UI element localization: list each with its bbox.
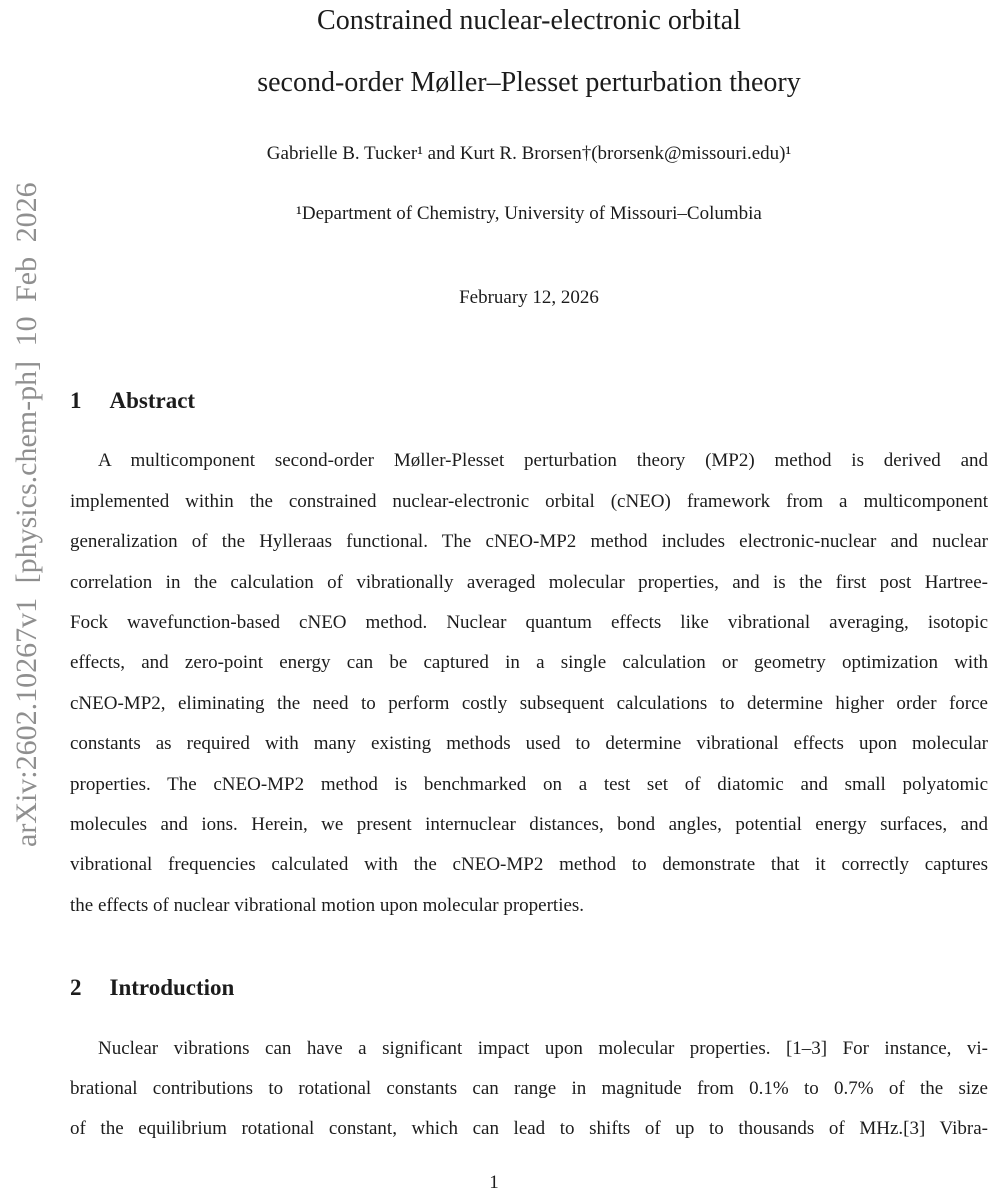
section-title-abstract: Abstract xyxy=(109,387,196,413)
section-heading-introduction xyxy=(70,975,988,1001)
text-line: brational contributions to rotational constants can range in magnitude from 0.1% to 0.7% of the size xyxy=(70,1078,988,1100)
date-line: February 12, 2026 xyxy=(459,287,599,309)
text-line: Fock wavefunction-based cNEO method. Nuclear quantum effects like vibrational averaging, isotopic xyxy=(70,611,988,633)
author-line: Gabrielle B. Tucker¹ and Kurt R. Brorsen†(brorsenk@missouri.edu)¹ xyxy=(266,143,792,165)
section-title-introduction: Introduction xyxy=(109,975,235,1001)
text-line: correlation in the calculation of vibrationally averaged molecular properties, and is the first post Hartree- xyxy=(70,571,988,593)
text-line: generalization of the Hylleraas functional. The cNEO-MP2 method includes electronic-nuclear and nuclear xyxy=(70,531,988,553)
text-line: of the equilibrium rotational constant, which can lead to shifts of up to thousands of MHz.[3] Vibra- xyxy=(70,1118,988,1140)
abstract-paragraph xyxy=(70,441,988,926)
paper-body xyxy=(70,0,988,1150)
paper-title-line-1: Constrained nuclear-electronic orbital xyxy=(317,5,741,36)
text-line: cNEO-MP2, eliminating the need to perform costly subsequent calculations to determine higher order force xyxy=(70,692,988,714)
introduction-paragraph xyxy=(70,1029,988,1150)
text-line: A multicomponent second-order Møller-Plesset perturbation theory (MP2) method is derived and xyxy=(98,450,988,472)
text-line: constants as required with many existing methods used to determine vibrational effects upon molecular xyxy=(70,733,988,755)
text-line: molecules and ions. Herein, we present internuclear distances, bond angles, potential energy surfaces, and xyxy=(70,814,988,835)
text-line: implemented within the constrained nuclear-electronic orbital (cNEO) framework from a multicomponent xyxy=(70,490,988,512)
text-line: properties. The cNEO-MP2 method is benchmarked on a test set of diatomic and small polyatomic xyxy=(70,773,988,795)
section-heading-abstract xyxy=(70,388,988,414)
text-line: vibrational frequencies calculated with the cNEO-MP2 method to demonstrate that it correctly captures xyxy=(70,854,988,876)
section-number-abstract: 1 xyxy=(70,387,82,413)
affiliation-line: ¹Department of Chemistry, University of Missouri–Columbia xyxy=(296,203,762,225)
text-line: Nuclear vibrations can have a significant impact upon molecular properties. [1–3] For instance, vi- xyxy=(98,1037,988,1059)
paper-title-line-2: second-order Møller–Plesset perturbation theory xyxy=(257,67,801,99)
page-number: 1 xyxy=(489,1172,499,1193)
text-line: the effects of nuclear vibrational motion upon molecular properties. xyxy=(70,894,585,916)
section-number-introduction: 2 xyxy=(70,975,82,1001)
arxiv-watermark-text: arXiv:2602.10267v1 [physics.chem-ph] 10 Feb 2026 xyxy=(10,182,43,848)
text-line: effects, and zero-point energy can be captured in a single calculation or geometry optimization with xyxy=(70,652,988,674)
